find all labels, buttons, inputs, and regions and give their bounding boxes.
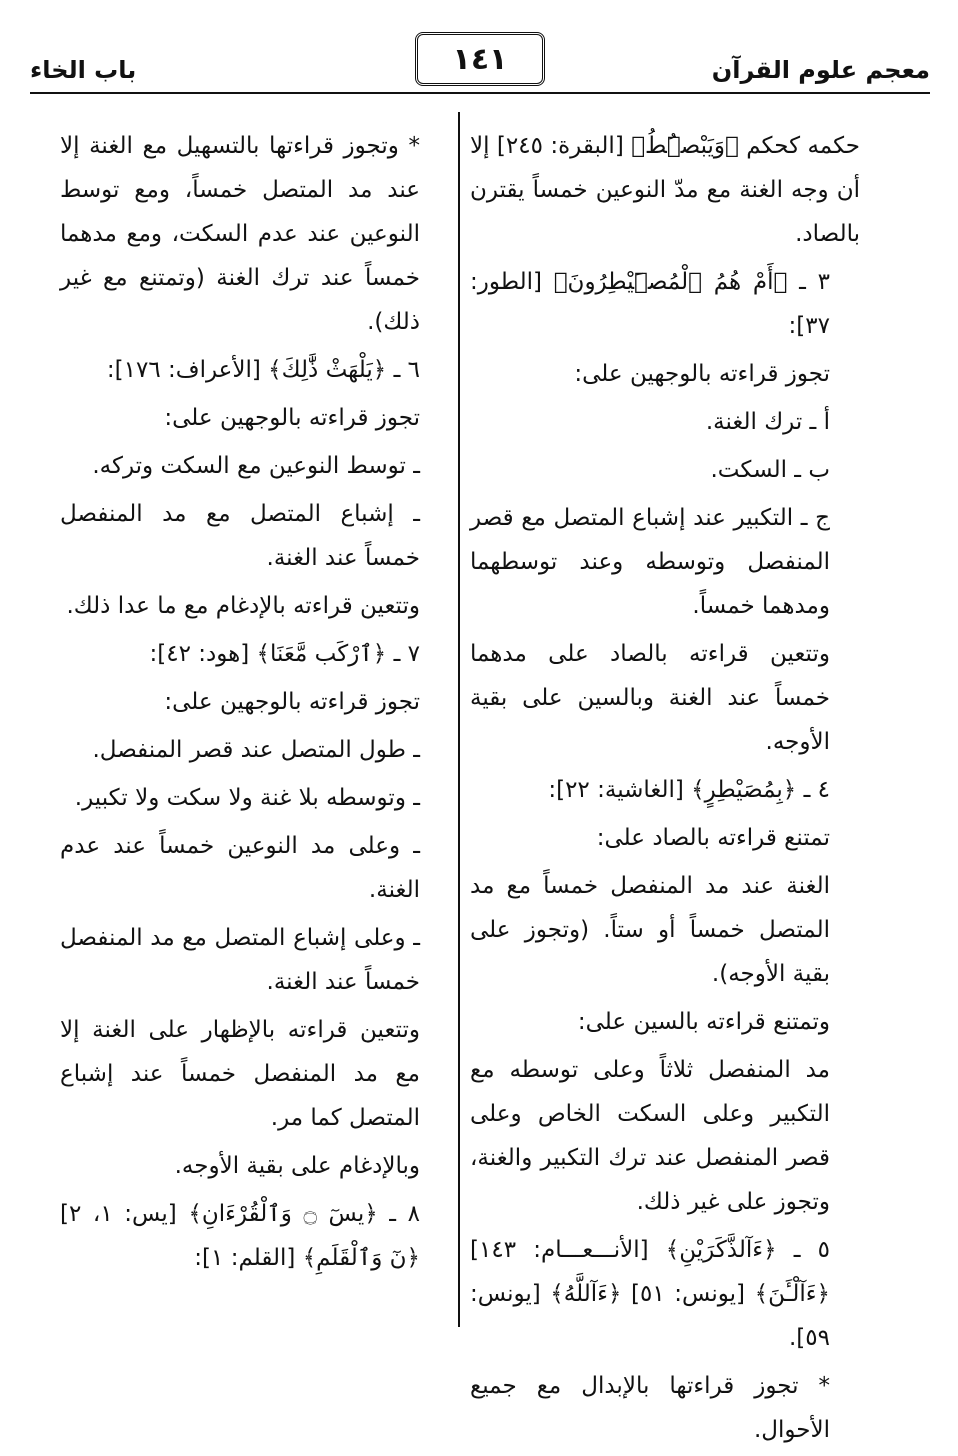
paragraph: تمتنع قراءته بالصاد على: [596,825,830,851]
paragraph: تجوز قراءته بالوجهين على: [574,361,830,387]
paragraph: وتتعين قراءته بالإظهار على الغنة إلا مع مد المنفصل خمساً عند إشباع المتصل كما مر. [60,1017,420,1131]
paragraph: مد المنفصل ثلاثاً وعلى توسطه مع التكبير وعلى السكت الخاص وعلى قصر المنفصل عند ترك التكبير والغنة، وتجوز على غير ذلك. [470,1057,830,1215]
item-heading: ٤ ـ ﴿بِمُصَيْطِرٍ﴾ [الغاشية: ٢٢]: [548,777,830,803]
list-item: أ ـ ترك الغنة. [705,409,830,435]
paragraph: الغنة عند مد المنفصل خمساً مع مد المتصل خمساً أو ستاً. (وتجوز على بقية الأوجه). [470,873,830,987]
paragraph: تجوز قراءته بالوجهين على: [164,689,420,715]
list-item: ـ وعلى إشباع المتصل مع مد المنفصل خمساً عند الغنة. [60,925,420,995]
item-heading: ٥ ـ ﴿ءَآلذَّكَرَيْنِ﴾ [الأنـــعـــام: ١٤٣] ﴿ءَآلْـَٔنَ﴾ [يونس: ٥١] ﴿ءَآللَّهُ﴾ [يونس: ٥٩]. [470,1237,831,1351]
paragraph: وتمتنع قراءته بالسين على: [577,1009,830,1035]
paragraph: تجوز قراءته بالوجهين على: [164,405,420,431]
page-header [30,32,930,88]
paragraph: وتتعين قراءته بالإدغام مع ما عدا ذلك. [66,593,420,619]
paragraph: وتتعين قراءته بالصاد على مدهما خمساً عند الغنة وبالسين على بقية الأوجه. [470,641,830,755]
paragraph: * تجوز قراءتها بالإبدال مع جميع الأحوال. [470,1373,830,1443]
left-column [60,124,450,1284]
header-rule [30,92,930,94]
paragraph: حكمه كحكم ﴿وَيَبْصُۜطُ﴾ [البقرة: ٢٤٥] إلا أن وجه الغنة مع مدّ النوعين خمساً يقترن بالصاد. [470,133,860,247]
column-divider [458,112,460,1327]
list-item: ـ توسط النوعين مع السكت وتركه. [92,453,420,479]
list-item: ـ وعلى مد النوعين خمساً عند عدم الغنة. [60,833,420,903]
item-heading: ٨ ـ ﴿يسٓ ۝ وَٱلْقُرْءَانِ﴾ [يس: ١، ٢] ﴿نٓ وَٱلْقَلَمِ﴾ [القلم: ١]: [60,1201,420,1271]
page-number: ١٤١ [415,32,545,86]
item-heading: ٣ ـ ﴿أَمْ هُمُ ٱلْمُصَۜيْطِرُونَ﴾ [الطور: ٣٧]: [470,269,830,339]
list-item: ـ إشباع المتصل مع مد المنفصل خمساً عند الغنة. [60,501,420,571]
paragraph: * وتجوز قراءتها بالتسهيل مع الغنة إلا عند مد المتصل خمساً، ومع توسط النوعين عند عدم السكت، ومع مدهما خمساً عند ترك الغنة (وتمتنع مع غير ذلك). [60,133,420,335]
chapter-title: باب الخاء [30,56,137,84]
list-item: ج ـ التكبير عند إشباع المتصل مع قصر المنفصل وتوسطه وعند توسطهما ومدهما خمساً. [470,505,830,619]
item-heading: ٧ ـ ﴿ٱرْكَب مَّعَنَا﴾ [هود: ٤٢]: [149,641,420,667]
list-item: ب ـ السكت. [710,457,830,483]
right-column [470,124,860,1456]
paragraph: وبالإدغام على بقية الأوجه. [174,1153,420,1179]
list-item: ـ طول المتصل عند قصر المنفصل. [92,737,420,763]
list-item: ـ وتوسطه بلا غنة ولا سكت ولا تكبير. [74,785,420,811]
book-title: معجم علوم القرآن [711,56,930,84]
item-heading: ٦ ـ ﴿يَلْهَثْ ذَّٰلِكَ﴾ [الأعراف: ١٧٦]: [106,357,420,383]
